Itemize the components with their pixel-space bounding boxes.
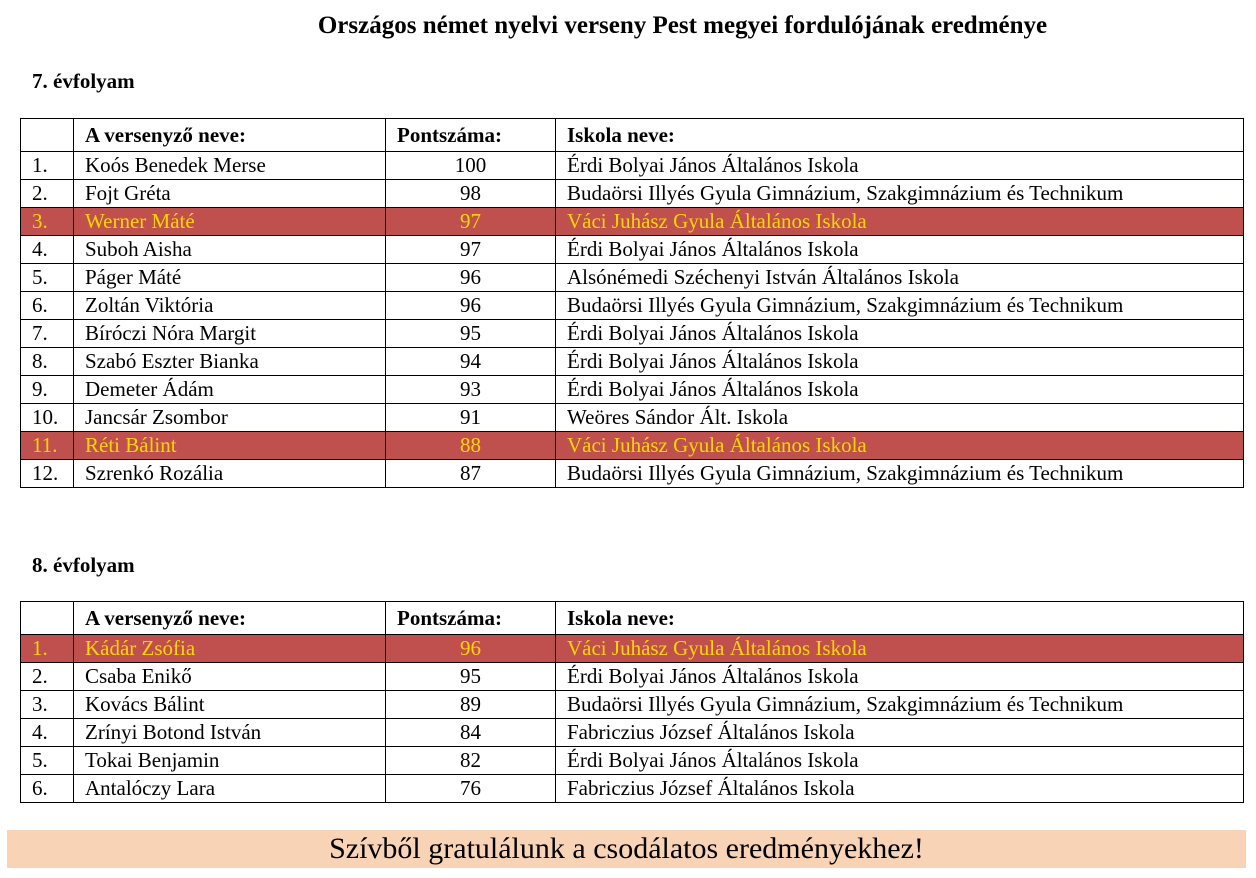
school-cell: Érdi Bolyai János Általános Iskola bbox=[556, 236, 1244, 264]
rank-cell: 6. bbox=[21, 292, 74, 320]
points-cell: 89 bbox=[386, 691, 556, 719]
points-cell: 95 bbox=[386, 663, 556, 691]
grade7-table-body bbox=[21, 119, 1244, 488]
table-row bbox=[21, 180, 1244, 208]
header-points: Pontszáma: bbox=[386, 602, 556, 635]
school-cell: Váci Juhász Gyula Általános Iskola bbox=[556, 432, 1244, 460]
header-rank bbox=[21, 602, 74, 635]
school-cell: Fabriczius József Általános Iskola bbox=[556, 719, 1244, 747]
rank-cell: 8. bbox=[21, 348, 74, 376]
school-cell: Weöres Sándor Ált. Iskola bbox=[556, 404, 1244, 432]
table-row bbox=[21, 404, 1244, 432]
table-row bbox=[21, 747, 1244, 775]
name-cell: Szabó Eszter Bianka bbox=[74, 348, 386, 376]
rank-cell: 1. bbox=[21, 635, 74, 663]
school-cell: Érdi Bolyai János Általános Iskola bbox=[556, 152, 1244, 180]
name-cell: Kovács Bálint bbox=[74, 691, 386, 719]
name-cell: Páger Máté bbox=[74, 264, 386, 292]
name-cell: Werner Máté bbox=[74, 208, 386, 236]
name-cell: Suboh Aisha bbox=[74, 236, 386, 264]
rank-cell: 11. bbox=[21, 432, 74, 460]
school-cell: Érdi Bolyai János Általános Iskola bbox=[556, 348, 1244, 376]
points-cell: 82 bbox=[386, 747, 556, 775]
points-cell: 91 bbox=[386, 404, 556, 432]
rank-cell: 4. bbox=[21, 719, 74, 747]
table-row bbox=[21, 264, 1244, 292]
rank-cell: 10. bbox=[21, 404, 74, 432]
name-cell: Kádár Zsófia bbox=[74, 635, 386, 663]
points-cell: 97 bbox=[386, 208, 556, 236]
school-cell: Váci Juhász Gyula Általános Iskola bbox=[556, 635, 1244, 663]
points-cell: 84 bbox=[386, 719, 556, 747]
table-header-row bbox=[21, 602, 1244, 635]
rank-cell: 9. bbox=[21, 376, 74, 404]
points-cell: 96 bbox=[386, 264, 556, 292]
name-cell: Zrínyi Botond István bbox=[74, 719, 386, 747]
rank-cell: 12. bbox=[21, 460, 74, 488]
table-row bbox=[21, 152, 1244, 180]
header-name: A versenyző neve: bbox=[74, 602, 386, 635]
school-cell: Érdi Bolyai János Általános Iskola bbox=[556, 663, 1244, 691]
points-cell: 100 bbox=[386, 152, 556, 180]
header-school: Iskola neve: bbox=[556, 119, 1244, 152]
points-cell: 97 bbox=[386, 236, 556, 264]
name-cell: Szrenkó Rozália bbox=[74, 460, 386, 488]
table-header-row bbox=[21, 119, 1244, 152]
header-school: Iskola neve: bbox=[556, 602, 1244, 635]
school-cell: Budaörsi Illyés Gyula Gimnázium, Szakgimnázium és Technikum bbox=[556, 460, 1244, 488]
points-cell: 76 bbox=[386, 775, 556, 803]
table-row bbox=[21, 691, 1244, 719]
table-row bbox=[21, 719, 1244, 747]
table-row bbox=[21, 775, 1244, 803]
rank-cell: 3. bbox=[21, 208, 74, 236]
grade8-table-body bbox=[21, 602, 1244, 803]
school-cell: Érdi Bolyai János Általános Iskola bbox=[556, 747, 1244, 775]
rank-cell: 5. bbox=[21, 747, 74, 775]
rank-cell: 2. bbox=[21, 180, 74, 208]
school-cell: Budaörsi Illyés Gyula Gimnázium, Szakgimnázium és Technikum bbox=[556, 691, 1244, 719]
grade7-table bbox=[20, 118, 1244, 488]
points-cell: 98 bbox=[386, 180, 556, 208]
grade8-heading: 8. évfolyam bbox=[32, 553, 135, 577]
rank-cell: 1. bbox=[21, 152, 74, 180]
points-cell: 94 bbox=[386, 348, 556, 376]
points-cell: 95 bbox=[386, 320, 556, 348]
name-cell: Csaba Enikő bbox=[74, 663, 386, 691]
school-cell: Váci Juhász Gyula Általános Iskola bbox=[556, 208, 1244, 236]
rank-cell: 7. bbox=[21, 320, 74, 348]
school-cell: Fabriczius József Általános Iskola bbox=[556, 775, 1244, 803]
header-points: Pontszáma: bbox=[386, 119, 556, 152]
school-cell: Alsónémedi Széchenyi István Általános Iskola bbox=[556, 264, 1244, 292]
table-row bbox=[21, 376, 1244, 404]
table-row bbox=[21, 663, 1244, 691]
table-row bbox=[21, 320, 1244, 348]
table-row bbox=[21, 460, 1244, 488]
table-row bbox=[21, 292, 1244, 320]
school-cell: Érdi Bolyai János Általános Iskola bbox=[556, 320, 1244, 348]
table-row bbox=[21, 348, 1244, 376]
points-cell: 88 bbox=[386, 432, 556, 460]
grade7-heading: 7. évfolyam bbox=[32, 69, 135, 93]
points-cell: 96 bbox=[386, 292, 556, 320]
grade8-table bbox=[20, 601, 1244, 803]
school-cell: Érdi Bolyai János Általános Iskola bbox=[556, 376, 1244, 404]
rank-cell: 3. bbox=[21, 691, 74, 719]
rank-cell: 6. bbox=[21, 775, 74, 803]
table-row bbox=[21, 236, 1244, 264]
congratulation-banner: Szívből gratulálunk a csodálatos eredményekhez! bbox=[7, 830, 1246, 868]
name-cell: Tokai Benjamin bbox=[74, 747, 386, 775]
rank-cell: 5. bbox=[21, 264, 74, 292]
name-cell: Koós Benedek Merse bbox=[74, 152, 386, 180]
table-row bbox=[21, 635, 1244, 663]
name-cell: Fojt Gréta bbox=[74, 180, 386, 208]
rank-cell: 4. bbox=[21, 236, 74, 264]
header-rank bbox=[21, 119, 74, 152]
table-row bbox=[21, 432, 1244, 460]
points-cell: 93 bbox=[386, 376, 556, 404]
name-cell: Jancsár Zsombor bbox=[74, 404, 386, 432]
points-cell: 96 bbox=[386, 635, 556, 663]
school-cell: Budaörsi Illyés Gyula Gimnázium, Szakgimnázium és Technikum bbox=[556, 180, 1244, 208]
name-cell: Zoltán Viktória bbox=[74, 292, 386, 320]
school-cell: Budaörsi Illyés Gyula Gimnázium, Szakgimnázium és Technikum bbox=[556, 292, 1244, 320]
page-title: Országos német nyelvi verseny Pest megyei fordulójának eredménye bbox=[317, 12, 1048, 39]
name-cell: Bíróczi Nóra Margit bbox=[74, 320, 386, 348]
name-cell: Demeter Ádám bbox=[74, 376, 386, 404]
name-cell: Réti Bálint bbox=[74, 432, 386, 460]
points-cell: 87 bbox=[386, 460, 556, 488]
rank-cell: 2. bbox=[21, 663, 74, 691]
header-name: A versenyző neve: bbox=[74, 119, 386, 152]
table-row bbox=[21, 208, 1244, 236]
name-cell: Antalóczy Lara bbox=[74, 775, 386, 803]
